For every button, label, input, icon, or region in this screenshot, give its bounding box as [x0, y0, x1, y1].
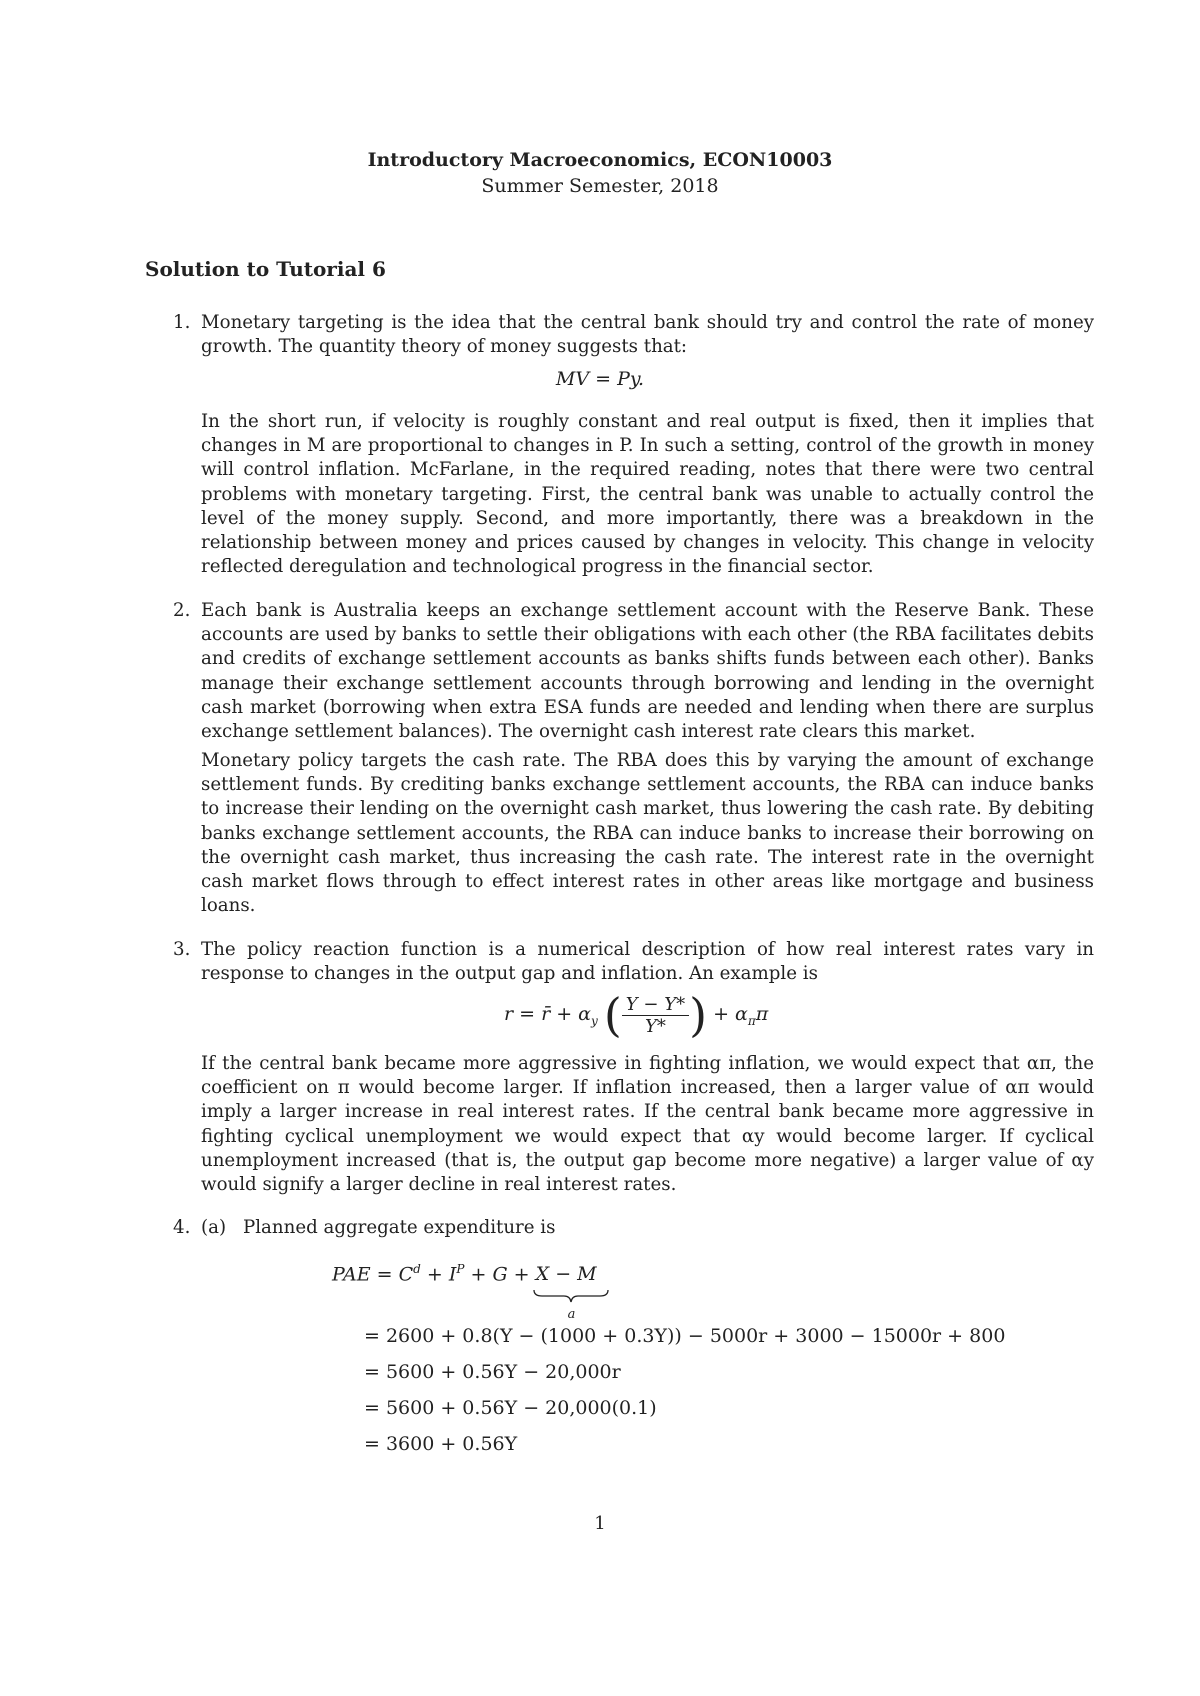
semester-subtitle: Summer Semester, 2018 — [481, 175, 719, 197]
item-4-part-label: (a) — [201, 1217, 227, 1238]
pae-line-2: = 5600 + 0.56Y − 20,000r — [364, 1361, 621, 1383]
item-4-number: 4. — [173, 1217, 191, 1238]
policy-reaction-equation: r = r̄ + $\alpha_y$ ( $\frac{Y - Y*}{Y*}$ ) + $\alpha_\pi\pi$ — [504, 988, 769, 1042]
item-3-intro: The policy reaction function is a numerical description of how real interest rates vary in response to changes in the output gap and inflation. An example is — [201, 939, 1094, 985]
pae-definition: PAE = $C^d + I^P + G + X - M$ a — [332, 1262, 597, 1285]
item-2-number: 2. — [173, 600, 191, 621]
item-4-intro: Planned aggregate expenditure is — [243, 1217, 556, 1238]
quantity-theory-equation: MV = Py. — [555, 368, 645, 390]
underbrace — [532, 1289, 610, 1303]
pae-line-3: = 5600 + 0.56Y − 20,000(0.1) — [364, 1397, 657, 1419]
item-1-number: 1. — [173, 312, 191, 333]
item-3-number: 3. — [173, 939, 191, 960]
item-3-explanation: If the central bank became more aggressive in fighting inflation, we would expect that απ, the coefficient on π would become larger. If inflation increased, then a larger value of απ would imply a larger increase in real interest rates. If the central bank became more aggressive in fighting cyclical unemployment we would expect that αy would become larger. If cyclical unemployment increased (that is, the output gap become more negative) a larger value of αy would signify a larger decline in real interest rates. — [201, 1053, 1094, 1196]
item-2-para-1: Each bank is Australia keeps an exchange settlement account with the Reserve Bank. These accounts are used by banks to settle their obligations with each other (the RBA facilitates debits and credits of exchange settlement accounts as banks shifts funds between each other). Banks manage their exchange settlement accounts through borrowing and lending in the overnight cash market (borrowing when extra ESA funds are needed and lending when there are surplus exchange settlement balances). The overnight cash interest rate clears this market. — [201, 600, 1094, 743]
item-1-explanation: In the short run, if velocity is roughly constant and real output is fixed, then it implies that changes in M are proportional to changes in P. In such a setting, control of the growth in money will control inflation. McFarlane, in the required reading, notes that there were two central problems with monetary targeting. First, the central bank was unable to actually control the level of the money supply. Second, and more importantly, there was a breakdown in the relationship between money and prices caused by changes in velocity. This change in velocity reflected deregulation and technological progress in the financial sector. — [201, 411, 1094, 578]
pae-line-1: = 2600 + 0.8(Y − (1000 + 0.3Y)) − 5000r + 3000 − 15000r + 800 — [364, 1325, 1006, 1347]
pae-line-4: = 3600 + 0.56Y — [364, 1433, 518, 1455]
section-title: Solution to Tutorial 6 — [145, 257, 386, 281]
item-2-para-2: Monetary policy targets the cash rate. The RBA does this by varying the amount of exchange settlement funds. By crediting banks exchange settlement accounts, the RBA can induce banks to increase their lending on the overnight cash market, thus lowering the cash rate. By debiting banks exchange settlement accounts, the RBA can induce banks to increase their borrowing on the overnight cash market, thus increasing the cash rate. The interest rate in the overnight cash market flows through to effect interest rates in other areas like mortgage and business loans. — [201, 750, 1094, 917]
page-number: 1 — [594, 1513, 606, 1534]
course-title: Introductory Macroeconomics, ECON10003 — [367, 149, 833, 171]
item-1-intro: Monetary targeting is the idea that the central bank should try and control the rate of money growth. The quantity theory of money suggests that: — [201, 312, 1094, 358]
